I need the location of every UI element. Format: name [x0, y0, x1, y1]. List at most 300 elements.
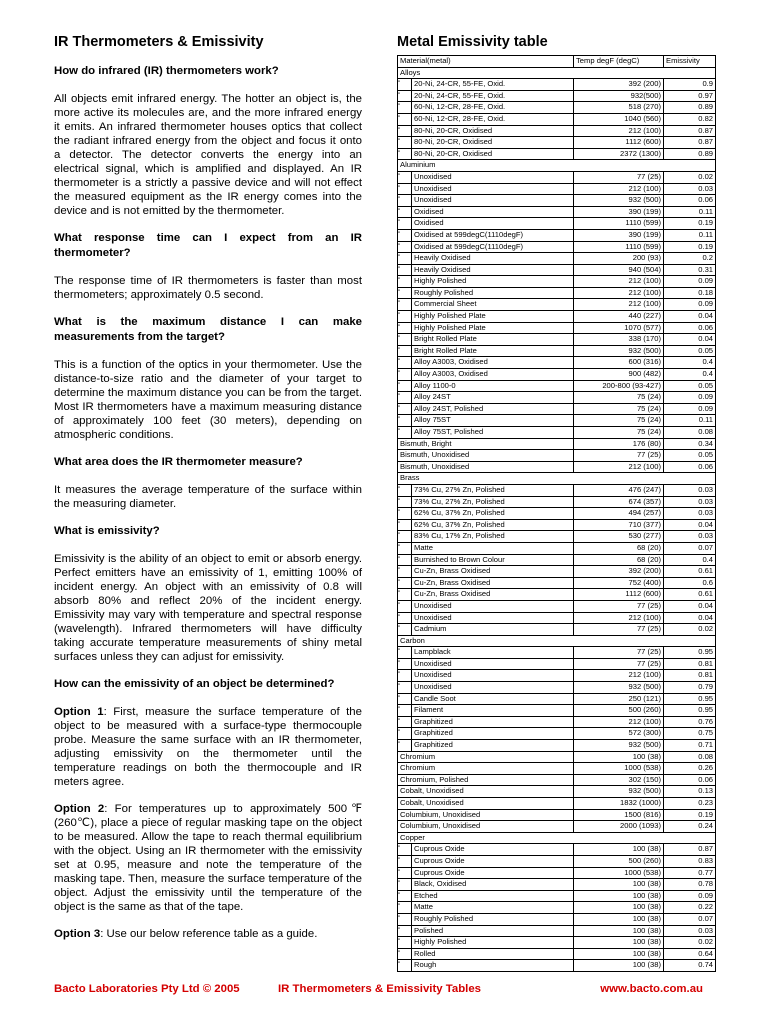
- temp-cell: 75 (24): [574, 392, 664, 404]
- material-cell: Graphitized: [412, 728, 574, 740]
- material-cell: Alloy 75ST, Polished: [412, 427, 574, 439]
- table-row: [398, 311, 716, 323]
- emissivity-cell: 0.05: [664, 450, 716, 462]
- table-row: [398, 855, 716, 867]
- faq-column: [54, 34, 362, 954]
- ditto-mark: ": [398, 148, 412, 160]
- table-row: [398, 705, 716, 717]
- emissivity-cell: 0.04: [664, 311, 716, 323]
- table-group-row: [398, 473, 716, 485]
- emissivity-cell: 0.08: [664, 427, 716, 439]
- ditto-mark: ": [398, 647, 412, 659]
- temp-cell: 100 (38): [574, 960, 664, 972]
- ditto-mark: ": [398, 844, 412, 856]
- table-row: [398, 137, 716, 149]
- ditto-mark: ": [398, 229, 412, 241]
- material-cell: Lampblack: [412, 647, 574, 659]
- material-cell: Columbium, Unoxidised: [398, 821, 574, 833]
- ditto-mark: ": [398, 867, 412, 879]
- temp-cell: 100 (38): [574, 844, 664, 856]
- table-row: [398, 206, 716, 218]
- emissivity-cell: 0.89: [664, 148, 716, 160]
- emissivity-cell: 0.03: [664, 496, 716, 508]
- option-paragraph: [54, 705, 362, 789]
- table-row: [398, 113, 716, 125]
- ditto-mark: ": [398, 241, 412, 253]
- table-row: [398, 728, 716, 740]
- emissivity-cell: 0.03: [664, 925, 716, 937]
- material-cell: Alloy A3003, Oxidised: [412, 357, 574, 369]
- material-cell: Etched: [412, 890, 574, 902]
- temp-cell: 100 (38): [574, 913, 664, 925]
- temp-cell: 1000 (538): [574, 867, 664, 879]
- table-row: [398, 844, 716, 856]
- ditto-mark: ": [398, 577, 412, 589]
- table-row: [398, 438, 716, 450]
- table-row: [398, 740, 716, 752]
- option-paragraph: [54, 927, 362, 941]
- ditto-mark: ": [398, 113, 412, 125]
- table-row: [398, 647, 716, 659]
- ditto-mark: ": [398, 925, 412, 937]
- table-row: [398, 774, 716, 786]
- table-row: [398, 809, 716, 821]
- ditto-mark: ": [398, 415, 412, 427]
- ditto-mark: ": [398, 195, 412, 207]
- material-cell: Cuprous Oxide: [412, 844, 574, 856]
- temp-cell: 1832 (1000): [574, 798, 664, 810]
- temp-cell: 212 (100): [574, 299, 664, 311]
- ditto-mark: ": [398, 519, 412, 531]
- table-row: [398, 948, 716, 960]
- table-title: Metal Emissivity table: [397, 34, 548, 50]
- ditto-mark: ": [398, 670, 412, 682]
- temp-cell: 77 (25): [574, 171, 664, 183]
- temp-cell: 500 (260): [574, 705, 664, 717]
- emissivity-cell: 0.61: [664, 566, 716, 578]
- table-row: [398, 287, 716, 299]
- table-row: [398, 508, 716, 520]
- emissivity-cell: 0.87: [664, 125, 716, 137]
- material-cell: Highly Polished Plate: [412, 311, 574, 323]
- faq-answer: This is a function of the optics in your thermometer. Use the distance-to-size ratio and the diameter of your target to determine the maximum distance you can be from the target. Most IR thermometers have a maximum measuring distance of approximately 100 feet (30 meters), depending on atmospheric conditions.: [54, 359, 362, 441]
- table-row: [398, 125, 716, 137]
- material-cell: Matte: [412, 542, 574, 554]
- table-row: [398, 241, 716, 253]
- emissivity-cell: 0.24: [664, 821, 716, 833]
- emissivity-cell: 0.4: [664, 554, 716, 566]
- table-row: [398, 589, 716, 601]
- table-row: [398, 450, 716, 462]
- temp-cell: 932 (500): [574, 740, 664, 752]
- ditto-mark: ": [398, 334, 412, 346]
- table-group-row: [398, 67, 716, 79]
- material-cell: Graphitized: [412, 740, 574, 752]
- faq-sections: [54, 64, 362, 692]
- table-row: [398, 264, 716, 276]
- material-cell: Commercial Sheet: [412, 299, 574, 311]
- temp-cell: 710 (377): [574, 519, 664, 531]
- temp-cell: 932 (500): [574, 195, 664, 207]
- ditto-mark: ": [398, 183, 412, 195]
- material-cell: Chromium, Polished: [398, 774, 574, 786]
- temp-cell: 500 (260): [574, 855, 664, 867]
- table-row: [398, 183, 716, 195]
- temp-cell: 100 (38): [574, 948, 664, 960]
- emissivity-cell: 0.22: [664, 902, 716, 914]
- material-cell: Burnished to Brown Colour: [412, 554, 574, 566]
- ditto-mark: ": [398, 380, 412, 392]
- emissivity-cell: 0.82: [664, 113, 716, 125]
- ditto-mark: ": [398, 137, 412, 149]
- table-row: [398, 600, 716, 612]
- material-cell: Cu-Zn, Brass Oxidised: [412, 577, 574, 589]
- material-cell: Unoxidised: [412, 658, 574, 670]
- material-cell: Bismuth, Unoxidised: [398, 461, 574, 473]
- temp-cell: 212 (100): [574, 125, 664, 137]
- temp-cell: 100 (38): [574, 890, 664, 902]
- option-label: Option 1: [54, 706, 104, 718]
- emissivity-cell: 0.06: [664, 195, 716, 207]
- ditto-mark: ": [398, 855, 412, 867]
- ditto-mark: ": [398, 960, 412, 972]
- table-row: [398, 79, 716, 91]
- material-cell: 62% Cu, 37% Zn, Polished: [412, 519, 574, 531]
- emissivity-cell: 0.23: [664, 798, 716, 810]
- table-group-row: [398, 832, 716, 844]
- temp-cell: 100 (38): [574, 925, 664, 937]
- temp-cell: 518 (270): [574, 102, 664, 114]
- emissivity-cell: 0.77: [664, 867, 716, 879]
- temp-cell: 1070 (577): [574, 322, 664, 334]
- emissivity-cell: 0.11: [664, 415, 716, 427]
- emissivity-cell: 0.05: [664, 380, 716, 392]
- emissivity-cell: 0.81: [664, 658, 716, 670]
- temp-cell: 1110 (599): [574, 241, 664, 253]
- temp-cell: 900 (482): [574, 369, 664, 381]
- table-row: [398, 229, 716, 241]
- temp-cell: 1110 (599): [574, 218, 664, 230]
- emissivity-cell: 0.09: [664, 890, 716, 902]
- emissivity-cell: 0.95: [664, 705, 716, 717]
- group-spacer: [664, 473, 716, 485]
- emissivity-cell: 0.4: [664, 369, 716, 381]
- option-text: : First, measure the surface temperature of the object to be measured with a surface-type thermocouple probe. Measure the same surface with an IR thermometer, adjusting emissivity on the thermometer until the temperature readings on both the thermocouple and IR meters agree.: [54, 706, 362, 788]
- ditto-mark: ": [398, 369, 412, 381]
- group-name: Copper: [398, 832, 664, 844]
- temp-cell: 212 (100): [574, 287, 664, 299]
- material-cell: Unoxidised: [412, 600, 574, 612]
- temp-cell: 440 (227): [574, 311, 664, 323]
- material-cell: Polished: [412, 925, 574, 937]
- temp-cell: 752 (400): [574, 577, 664, 589]
- emissivity-cell: 0.97: [664, 90, 716, 102]
- material-cell: 60-Ni, 12-CR, 28-FE, Oxid.: [412, 113, 574, 125]
- temp-cell: 212 (100): [574, 716, 664, 728]
- material-cell: 83% Cu, 17% Zn, Polished: [412, 531, 574, 543]
- material-cell: Unoxidised: [412, 670, 574, 682]
- table-row: [398, 798, 716, 810]
- material-cell: Alloy 24ST, Polished: [412, 403, 574, 415]
- table-row: [398, 461, 716, 473]
- table-row: [398, 821, 716, 833]
- table-row: [398, 786, 716, 798]
- ditto-mark: ": [398, 90, 412, 102]
- ditto-mark: ": [398, 264, 412, 276]
- temp-cell: 1040 (560): [574, 113, 664, 125]
- material-cell: Roughly Polished: [412, 913, 574, 925]
- emissivity-cell: 0.02: [664, 171, 716, 183]
- material-cell: Oxidised: [412, 206, 574, 218]
- table-group-row: [398, 160, 716, 172]
- table-row: [398, 682, 716, 694]
- emissivity-cell: 0.95: [664, 647, 716, 659]
- temp-cell: 940 (504): [574, 264, 664, 276]
- emissivity-cell: 0.26: [664, 763, 716, 775]
- material-cell: Bright Rolled Plate: [412, 334, 574, 346]
- material-cell: Columbium, Unoxidised: [398, 809, 574, 821]
- material-cell: Cobalt, Unoxidised: [398, 786, 574, 798]
- material-cell: Heavily Oxidised: [412, 264, 574, 276]
- group-spacer: [664, 67, 716, 79]
- emissivity-cell: 0.06: [664, 774, 716, 786]
- ditto-mark: ": [398, 612, 412, 624]
- temp-cell: 674 (357): [574, 496, 664, 508]
- emissivity-cell: 0.03: [664, 531, 716, 543]
- ditto-mark: ": [398, 403, 412, 415]
- temp-cell: 75 (24): [574, 427, 664, 439]
- table-row: [398, 937, 716, 949]
- group-spacer: [664, 160, 716, 172]
- ditto-mark: ": [398, 206, 412, 218]
- material-cell: Highly Polished: [412, 937, 574, 949]
- table-row: [398, 913, 716, 925]
- emissivity-cell: 0.03: [664, 484, 716, 496]
- material-cell: Cuprous Oxide: [412, 855, 574, 867]
- temp-cell: 390 (199): [574, 206, 664, 218]
- page-title: IR Thermometers & Emissivity: [54, 34, 264, 50]
- faq-question: What area does the IR thermometer measure?: [54, 456, 303, 468]
- temp-cell: 176 (80): [574, 438, 664, 450]
- table-row: [398, 960, 716, 972]
- temp-cell: 932(500): [574, 90, 664, 102]
- table-row: [398, 380, 716, 392]
- table-row: [398, 496, 716, 508]
- table-row: [398, 276, 716, 288]
- emissivity-cell: 0.11: [664, 206, 716, 218]
- material-cell: 62% Cu, 37% Zn, Polished: [412, 508, 574, 520]
- ditto-mark: ": [398, 716, 412, 728]
- temp-cell: 530 (277): [574, 531, 664, 543]
- material-cell: Bright Rolled Plate: [412, 345, 574, 357]
- ditto-mark: ": [398, 913, 412, 925]
- ditto-mark: ": [398, 171, 412, 183]
- material-cell: Unoxidised: [412, 195, 574, 207]
- temp-cell: 302 (150): [574, 774, 664, 786]
- temp-cell: 100 (38): [574, 937, 664, 949]
- faq-answer: Emissivity is the ability of an object to emit or absorb energy. Perfect emitters have an emissivity of 1, emitting 100% of incident energy. An object with an emissivity of 0.8 will absorb 80% and reflect 20% of the incident energy. Emissivity may vary with temperature and spectral response (wavelength). Infrared thermometers will have difficulty taking accurate temperature measurements of shiny metal surfaces unless they can adjust for emissivity.: [54, 553, 362, 663]
- ditto-mark: ": [398, 508, 412, 520]
- temp-cell: 1112 (600): [574, 137, 664, 149]
- temp-cell: 476 (247): [574, 484, 664, 496]
- temp-cell: 494 (257): [574, 508, 664, 520]
- emissivity-cell: 0.2: [664, 253, 716, 265]
- table-row: [398, 148, 716, 160]
- ditto-mark: ": [398, 937, 412, 949]
- faq-question: What response time can I expect from an IR thermometer?: [54, 232, 362, 259]
- ditto-mark: ": [398, 392, 412, 404]
- faq-answer: The response time of IR thermometers is faster than most thermometers; approximately 0.5 second.: [54, 275, 362, 301]
- table-row: [398, 392, 716, 404]
- material-cell: Alloy 75ST: [412, 415, 574, 427]
- emissivity-table-column: [397, 34, 715, 972]
- temp-cell: 1500 (816): [574, 809, 664, 821]
- table-row: [398, 902, 716, 914]
- header-emissivity: Emissivity: [664, 56, 716, 68]
- material-cell: Bismuth, Bright: [398, 438, 574, 450]
- temp-cell: 212 (100): [574, 276, 664, 288]
- faq-question: How can the emissivity of an object be determined?: [54, 678, 335, 690]
- faq-question: How do infrared (IR) thermometers work?: [54, 65, 279, 77]
- temp-cell: 68 (20): [574, 554, 664, 566]
- temp-cell: 212 (100): [574, 612, 664, 624]
- group-spacer: [664, 635, 716, 647]
- option-label: Option 3: [54, 928, 101, 940]
- emissivity-cell: 0.03: [664, 183, 716, 195]
- table-header-row: [398, 56, 716, 68]
- footer-doc-title: IR Thermometers & Emissivity Tables: [278, 983, 481, 995]
- emissivity-cell: 0.64: [664, 948, 716, 960]
- material-cell: 73% Cu, 27% Zn, Polished: [412, 484, 574, 496]
- ditto-mark: ": [398, 728, 412, 740]
- emissivity-options: [54, 705, 362, 941]
- group-name: Brass: [398, 473, 664, 485]
- ditto-mark: ": [398, 427, 412, 439]
- material-cell: Unoxidised: [412, 171, 574, 183]
- material-cell: 20-Ni, 24-CR, 55-FE, Oxid.: [412, 79, 574, 91]
- material-cell: Highly Polished: [412, 276, 574, 288]
- temp-cell: 600 (316): [574, 357, 664, 369]
- temp-cell: 200-800 (93-427): [574, 380, 664, 392]
- emissivity-cell: 0.83: [664, 855, 716, 867]
- table-row: [398, 357, 716, 369]
- footer-company: Bacto Laboratories Pty Ltd © 2005: [54, 983, 240, 995]
- ditto-mark: ": [398, 879, 412, 891]
- emissivity-cell: 0.05: [664, 345, 716, 357]
- temp-cell: 932 (500): [574, 345, 664, 357]
- emissivity-cell: 0.09: [664, 403, 716, 415]
- material-cell: Graphitized: [412, 716, 574, 728]
- table-row: [398, 890, 716, 902]
- material-cell: Heavily Oxidised: [412, 253, 574, 265]
- emissivity-cell: 0.81: [664, 670, 716, 682]
- table-row: [398, 531, 716, 543]
- table-row: [398, 299, 716, 311]
- temp-cell: 100 (38): [574, 902, 664, 914]
- material-cell: Cobalt, Unoxidised: [398, 798, 574, 810]
- option-text: : Use our below reference table as a guide.: [100, 928, 318, 940]
- table-row: [398, 102, 716, 114]
- table-row: [398, 577, 716, 589]
- emissivity-cell: 0.75: [664, 728, 716, 740]
- material-cell: Rolled: [412, 948, 574, 960]
- emissivity-cell: 0.11: [664, 229, 716, 241]
- footer-url[interactable]: www.bacto.com.au: [600, 983, 703, 995]
- material-cell: Bismuth, Unoxidised: [398, 450, 574, 462]
- table-row: [398, 171, 716, 183]
- emissivity-cell: 0.71: [664, 740, 716, 752]
- faq-answer: All objects emit infrared energy. The hotter an object is, the more active its molecules are, and the more infrared energy it emits. An infrared thermometer houses optics that collect the radiant infrared energy from the object and focus it onto a detector. The detector converts the energy into an electrical signal, which is amplified and displayed. An IR thermometer is a strictly a passive device and will not effect the measured equipment as the IR energy comes into the device and is not emitted by the thermometer.: [54, 93, 362, 217]
- emissivity-cell: 0.09: [664, 276, 716, 288]
- group-name: Aluminium: [398, 160, 664, 172]
- emissivity-cell: 0.78: [664, 879, 716, 891]
- material-cell: Unoxidised: [412, 612, 574, 624]
- material-cell: Alloy A3003, Oxidised: [412, 369, 574, 381]
- emissivity-cell: 0.13: [664, 786, 716, 798]
- material-cell: Chromium: [398, 763, 574, 775]
- ditto-mark: ": [398, 484, 412, 496]
- table-row: [398, 670, 716, 682]
- material-cell: Oxidised: [412, 218, 574, 230]
- emissivity-cell: 0.34: [664, 438, 716, 450]
- material-cell: Roughly Polished: [412, 287, 574, 299]
- material-cell: Filament: [412, 705, 574, 717]
- emissivity-cell: 0.19: [664, 241, 716, 253]
- table-row: [398, 403, 716, 415]
- emissivity-cell: 0.9: [664, 79, 716, 91]
- ditto-mark: ": [398, 566, 412, 578]
- ditto-mark: ": [398, 600, 412, 612]
- ditto-mark: ": [398, 276, 412, 288]
- material-cell: 80-Ni, 20-CR, Oxidised: [412, 148, 574, 160]
- option-label: Option 2: [54, 803, 105, 815]
- temp-cell: 1000 (538): [574, 763, 664, 775]
- material-cell: Candle Soot: [412, 693, 574, 705]
- faq-question: What is emissivity?: [54, 525, 160, 537]
- table-row: [398, 612, 716, 624]
- temp-cell: 100 (38): [574, 879, 664, 891]
- table-row: [398, 554, 716, 566]
- material-cell: Unoxidised: [412, 183, 574, 195]
- table-row: [398, 716, 716, 728]
- table-row: [398, 334, 716, 346]
- table-row: [398, 484, 716, 496]
- emissivity-cell: 0.07: [664, 913, 716, 925]
- material-cell: Oxidised at 599degC(1110degF): [412, 229, 574, 241]
- table-row: [398, 90, 716, 102]
- material-cell: 80-Ni, 20-CR, Oxidised: [412, 125, 574, 137]
- material-cell: 20-Ni, 24-CR, 55-FE, Oxid.: [412, 90, 574, 102]
- temp-cell: 390 (199): [574, 229, 664, 241]
- ditto-mark: ": [398, 299, 412, 311]
- temp-cell: 392 (200): [574, 566, 664, 578]
- material-cell: Alloy 1100-0: [412, 380, 574, 392]
- table-row: [398, 751, 716, 763]
- ditto-mark: ": [398, 496, 412, 508]
- ditto-mark: ": [398, 253, 412, 265]
- emissivity-cell: 0.79: [664, 682, 716, 694]
- table-row: [398, 566, 716, 578]
- header-temp: Temp degF (degC): [574, 56, 664, 68]
- temp-cell: 932 (500): [574, 682, 664, 694]
- ditto-mark: ": [398, 658, 412, 670]
- table-row: [398, 218, 716, 230]
- emissivity-cell: 0.03: [664, 508, 716, 520]
- emissivity-cell: 0.04: [664, 612, 716, 624]
- table-row: [398, 427, 716, 439]
- emissivity-cell: 0.09: [664, 392, 716, 404]
- emissivity-cell: 0.19: [664, 809, 716, 821]
